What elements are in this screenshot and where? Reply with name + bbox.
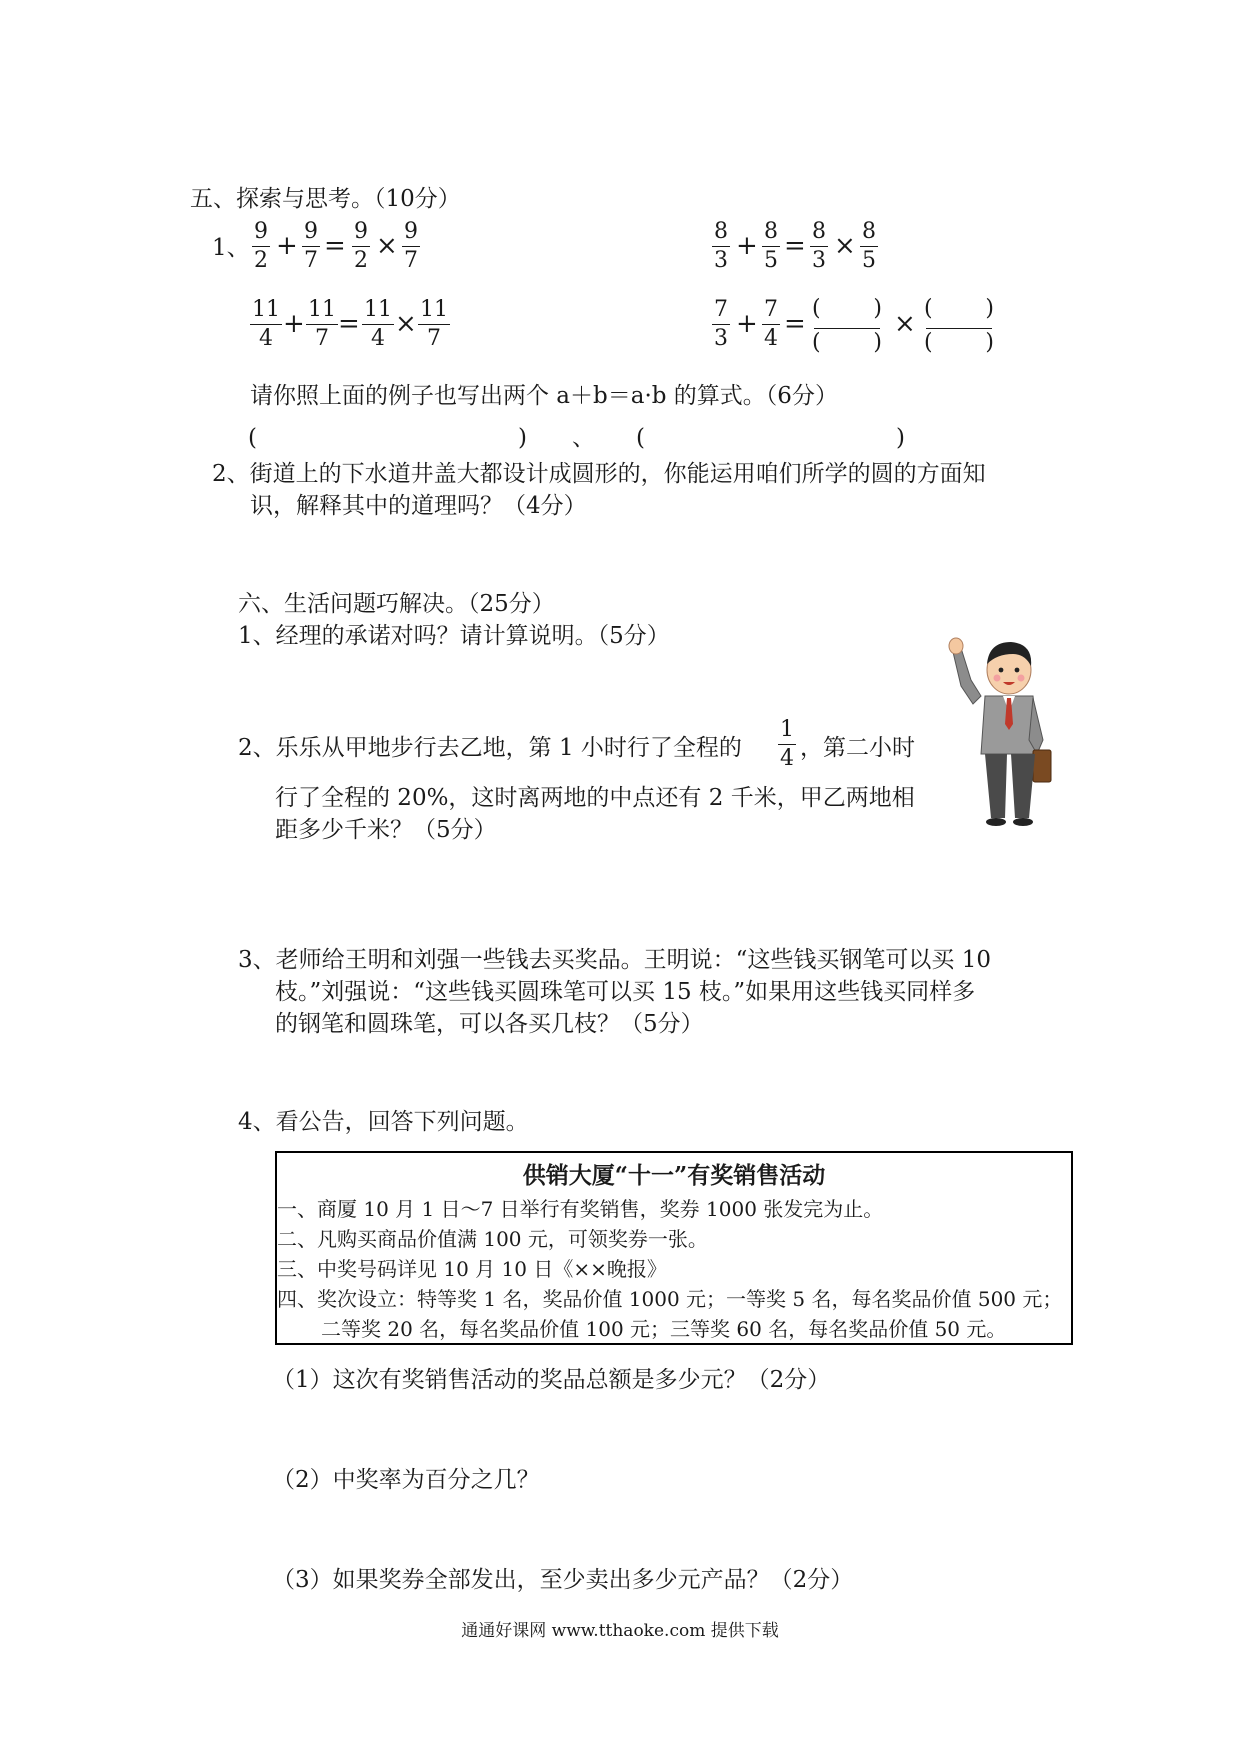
equals-sign: = — [338, 309, 360, 339]
fraction — [302, 218, 320, 275]
s6-q1: 1、经理的承诺对吗？请计算说明。（5分） — [238, 623, 670, 649]
denominator: 4 — [259, 326, 273, 351]
fraction — [810, 218, 828, 275]
blank-fraction-1[interactable] — [808, 296, 886, 358]
denominator: 3 — [812, 248, 826, 273]
denominator: 5 — [862, 248, 876, 273]
paren-open: ( — [812, 296, 821, 321]
plus-sign: + — [736, 309, 758, 339]
denominator: 5 — [764, 248, 778, 273]
fraction — [252, 218, 270, 275]
q2-fraction — [778, 716, 796, 773]
blank-left-open: ( — [248, 425, 257, 451]
numerator: 9 — [254, 219, 268, 244]
paren-close: ) — [873, 330, 882, 355]
s6-q2-line3: 距多少千米？（5分） — [275, 817, 497, 843]
fraction — [762, 296, 780, 353]
notice-line-3: 三、中奖号码详见 10 月 10 日《××晚报》 — [277, 1257, 667, 1281]
notice-line-5: 二等奖 20 名，每名奖品价值 100 元；三等奖 60 名，每名奖品价值 50 元。 — [321, 1317, 1007, 1341]
s6-q2-line1b: ，第二小时 — [800, 735, 915, 761]
numerator: 9 — [304, 219, 318, 244]
paren-open: ( — [812, 330, 821, 355]
notice-line-2: 二、凡购买商品价值满 100 元，可领奖券一张。 — [277, 1227, 708, 1251]
denominator: 2 — [254, 248, 268, 273]
equals-sign: = — [784, 231, 806, 261]
notice-box — [275, 1151, 1073, 1345]
fraction — [712, 218, 730, 275]
times-sign: × — [376, 231, 398, 261]
denominator: 7 — [315, 326, 329, 351]
blank-separator: 、 — [572, 425, 595, 451]
denominator: 3 — [714, 326, 728, 351]
times-sign: × — [395, 309, 417, 339]
section6-heading: 六、生活问题巧解决。（25分） — [238, 591, 555, 617]
denominator: 3 — [714, 248, 728, 273]
blank-right-open: ( — [636, 425, 645, 451]
numerator: 11 — [308, 297, 336, 322]
fraction — [250, 296, 282, 353]
plus-sign: + — [276, 231, 298, 261]
s6-sub1: （1）这次有奖销售活动的奖品总额是多少元？（2分） — [272, 1367, 831, 1393]
numerator: 9 — [404, 219, 418, 244]
section5-heading: 五、探索与思考。（10分） — [190, 186, 461, 212]
fraction — [306, 296, 338, 353]
numerator: 7 — [764, 297, 778, 322]
denominator: 7 — [427, 326, 441, 351]
numerator: 8 — [714, 219, 728, 244]
fraction — [762, 218, 780, 275]
plus-sign: + — [283, 309, 305, 339]
q2-line2: 识，解释其中的道理吗？（4分） — [250, 493, 587, 519]
numerator: 11 — [364, 297, 392, 322]
numerator: 8 — [862, 219, 876, 244]
fraction — [860, 218, 878, 275]
manager-illustration — [935, 628, 1055, 828]
paren-close: ) — [873, 296, 882, 321]
numerator: 11 — [252, 297, 280, 322]
notice-line-4: 四、奖次设立：特等奖 1 名，奖品价值 1000 元；一等奖 5 名，每名奖品价值 500 元； — [277, 1287, 1063, 1311]
numerator: 1 — [780, 717, 794, 742]
s6-q4: 4、看公告，回答下列问题。 — [238, 1109, 529, 1135]
paren-close: ) — [985, 296, 994, 321]
s6-q3-line1: 3、老师给王明和刘强一些钱去买奖品。王明说：“这些钱买钢笔可以买 10 — [238, 947, 991, 973]
times-sign: × — [894, 309, 916, 339]
equals-sign: = — [784, 309, 806, 339]
denominator: 4 — [764, 326, 778, 351]
s6-sub3: （3）如果奖券全部发出，至少卖出多少元产品？（2分） — [272, 1567, 854, 1593]
footer-credit: 通通好课网 www.tthaoke.com 提供下载 — [461, 1621, 779, 1641]
paren-close: ) — [985, 330, 994, 355]
s6-q2-line2: 行了全程的 20%，这时离两地的中点还有 2 千米，甲乙两地相 — [275, 785, 915, 811]
paren-open: ( — [924, 330, 933, 355]
numerator: 8 — [764, 219, 778, 244]
denominator: 7 — [404, 248, 418, 273]
fraction — [418, 296, 450, 353]
denominator: 4 — [371, 326, 385, 351]
s6-sub2: （2）中奖率为百分之几？ — [272, 1467, 540, 1493]
blank-fraction-2[interactable] — [920, 296, 998, 358]
denominator: 2 — [354, 248, 368, 273]
denominator: 4 — [780, 746, 794, 771]
s6-q2-line1a: 2、乐乐从甲地步行去乙地，第 1 小时行了全程的 — [238, 735, 742, 761]
fraction — [402, 218, 420, 275]
blank-left-close: ) — [518, 425, 527, 451]
numerator: 7 — [714, 297, 728, 322]
plus-sign: + — [736, 231, 758, 261]
paren-open: ( — [924, 296, 933, 321]
equals-sign: = — [324, 231, 346, 261]
blank-right-close: ) — [896, 425, 905, 451]
numerator: 9 — [354, 219, 368, 244]
fraction — [352, 218, 370, 275]
instruction-text: 请你照上面的例子也写出两个 a＋b＝a·b 的算式。（6分） — [250, 383, 838, 409]
notice-line-1: 一、商厦 10 月 1 日～7 日举行有奖销售，奖券 1000 张发完为止。 — [277, 1197, 884, 1221]
s6-q3-line2: 枝。”刘强说：“这些钱买圆珠笔可以买 15 枝。”如果用这些钱买同样多 — [275, 979, 976, 1005]
fraction — [362, 296, 394, 353]
notice-title: 供销大厦“十一”有奖销售活动 — [522, 1162, 826, 1189]
fraction — [712, 296, 730, 353]
denominator: 7 — [304, 248, 318, 273]
s6-q3-line3: 的钢笔和圆珠笔，可以各买几枝？（5分） — [275, 1011, 704, 1037]
numerator: 8 — [812, 219, 826, 244]
q1-label: 1、 — [212, 235, 250, 261]
numerator: 11 — [420, 297, 448, 322]
times-sign: × — [834, 231, 856, 261]
q2-line1: 2、街道上的下水道井盖大都设计成圆形的，你能运用咱们所学的圆的方面知 — [212, 461, 986, 487]
